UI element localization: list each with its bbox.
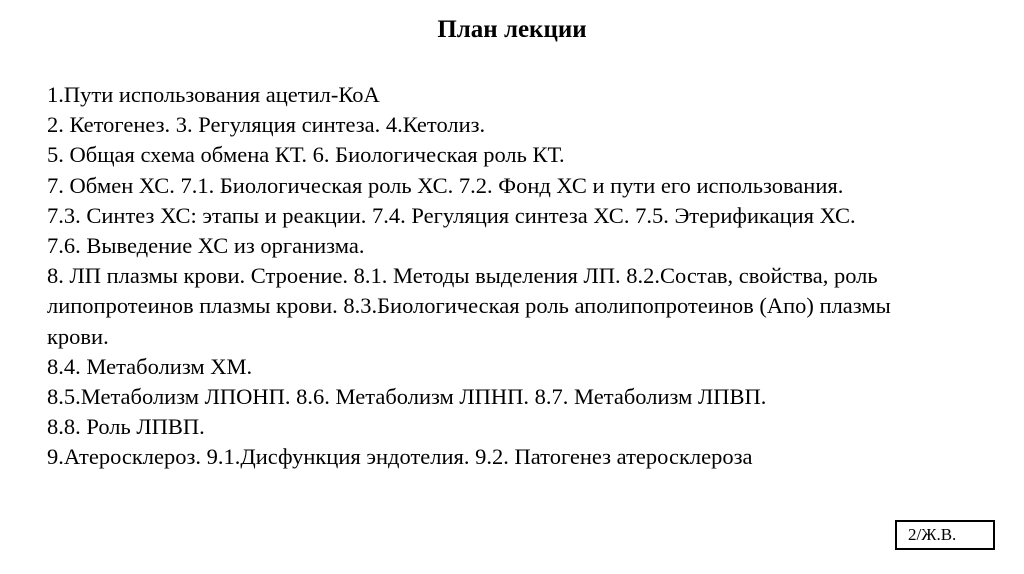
plan-line: 8. ЛП плазмы крови. Строение. 8.1. Методы выделения ЛП. 8.2.Состав, свойства, роль — [47, 263, 878, 289]
plan-line: 8.8. Роль ЛПВП. — [47, 414, 205, 440]
page-label: 2/Ж.В. — [895, 520, 995, 550]
plan-line: 9.Атеросклероз. 9.1.Дисфункция эндотелия. 9.2. Патогенез атеросклероза — [47, 444, 753, 470]
lecture-plan-list — [47, 80, 1017, 473]
plan-line: 1.Пути использования ацетил-КоА — [47, 82, 380, 107]
plan-line: липопротеинов плазмы крови. 8.3.Биологическая роль аполипопротеинов (Апо) плазмы — [47, 293, 891, 319]
plan-line: 2. Кетогенез. 3. Регуляция синтеза. 4.Кетолиз. — [47, 112, 486, 138]
plan-line: 7. Обмен ХС. 7.1. Биологическая роль ХС. 7.2. Фонд ХС и пути его использования. — [47, 172, 844, 198]
plan-line: крови. — [47, 323, 109, 349]
plan-line: 7.6. Выведение ХС из организма. — [47, 233, 365, 259]
plan-line: 8.5.Метаболизм ЛПОНП. 8.6. Метаболизм ЛПНП. 8.7. Метаболизм ЛПВП. — [47, 384, 767, 410]
plan-line: 8.4. Метаболизм ХМ. — [47, 353, 253, 379]
plan-line: 7.3. Синтез ХС: этапы и реакции. 7.4. Регуляция синтеза ХС. 7.5. Этерификация ХС. — [47, 202, 856, 228]
plan-line: 5. Общая схема обмена КТ. 6. Биологическая роль КТ. — [47, 142, 565, 168]
slide-title: План лекции — [437, 16, 587, 43]
